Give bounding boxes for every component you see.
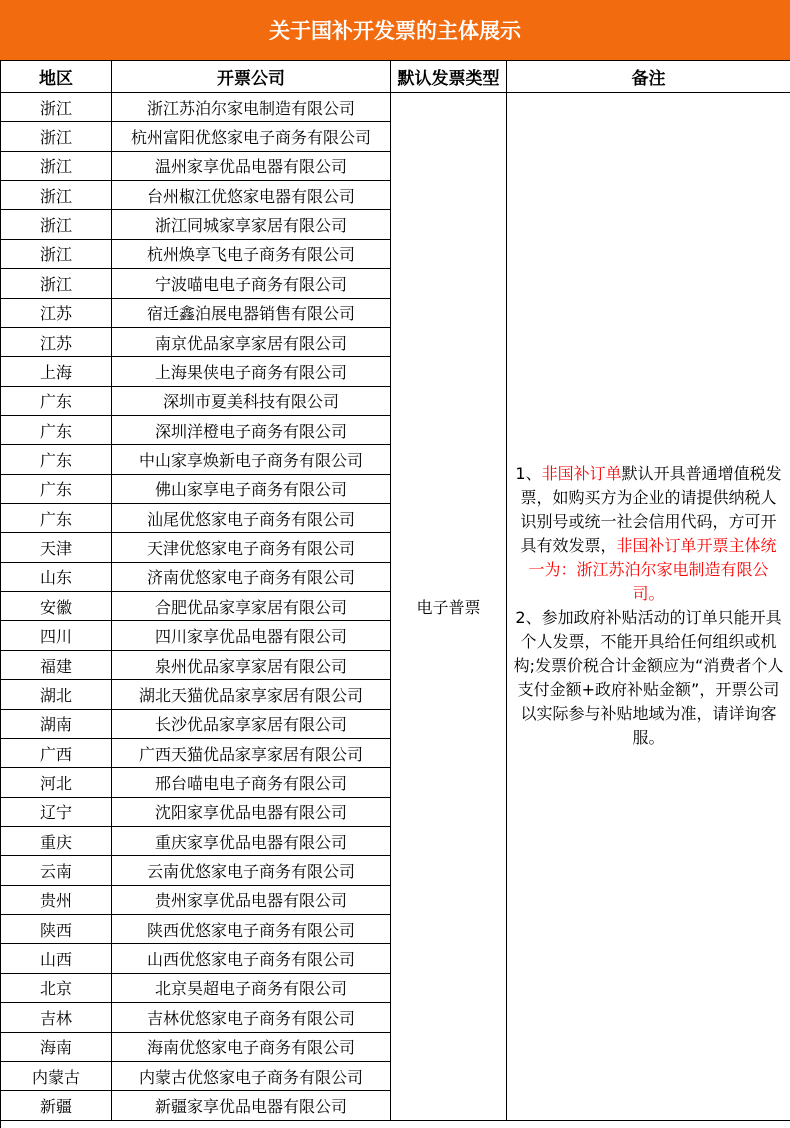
table-cell-company: 杭州焕享飞电子商务有限公司	[112, 240, 391, 269]
table-cell-region: 浙江	[1, 181, 112, 210]
header-region: 地区	[1, 61, 112, 93]
table-cell-region: 天津	[1, 533, 112, 562]
table-cell-company: 南京优品家享家居有限公司	[112, 328, 391, 357]
table-cell-company: 温州家享优品电器有限公司	[112, 152, 391, 181]
table-cell-region: 广东	[1, 416, 112, 445]
table-cell-company: 新疆家享优品电器有限公司	[112, 1091, 391, 1120]
table-cell-company: 浙江同城家享家居有限公司	[112, 210, 391, 239]
table-cell-region: 河北	[1, 768, 112, 797]
table-cell-region: 贵州	[1, 886, 112, 915]
table-cell-region: 广东	[1, 504, 112, 533]
table-cell-company: 陕西优悠家电子商务有限公司	[112, 915, 391, 944]
table-cell-company: 台州椒江优悠家电器有限公司	[112, 181, 391, 210]
table-cell-company: 合肥优品家享家居有限公司	[112, 592, 391, 621]
table-cell-company: 浙江苏泊尔家电制造有限公司	[112, 93, 391, 122]
table-cell-company: 宁波喵电电子商务有限公司	[112, 269, 391, 298]
note-p1-highlight-order: 非国补订单	[541, 464, 622, 483]
header-company: 开票公司	[112, 61, 391, 93]
table-cell-company: 泉州优品家享家居有限公司	[112, 651, 391, 680]
table-cell-region: 辽宁	[1, 798, 112, 827]
table-cell-region: 广东	[1, 387, 112, 416]
table-cell-company: 济南优悠家电子商务有限公司	[112, 563, 391, 592]
table-cell-company: 山西优悠家电子商务有限公司	[112, 944, 391, 973]
table-cell-company: 深圳洋橙电子商务有限公司	[112, 416, 391, 445]
table-cell-region: 浙江	[1, 122, 112, 151]
table-cell-region: 江苏	[1, 328, 112, 357]
note-p2-text: 2、参加政府补贴活动的订单只能开具个人发票，不能开具给任何组织或机构;发票价税合计金额应为“消费者个人支付金额+政府补贴金额”，开票公司以实际参与补贴地域为准，请详询客服。	[513, 608, 784, 747]
table-cell-region: 湖南	[1, 710, 112, 739]
table-cell-region: 浙江	[1, 210, 112, 239]
table-cell-company: 深圳市夏美科技有限公司	[112, 387, 391, 416]
note-p1-highlight-entity: 非国补订单开票主体统一为：浙江苏泊尔家电制造有限公司。	[528, 536, 777, 603]
table-cell-region: 广东	[1, 445, 112, 474]
note-cell	[507, 93, 790, 1121]
table-cell-company: 宿迁鑫泊展电器销售有限公司	[112, 299, 391, 328]
table-cell-region: 海南	[1, 1033, 112, 1062]
table-cell-region: 湖北	[1, 680, 112, 709]
page-title: 关于国补开发票的主体展示	[0, 0, 790, 60]
table-cell-company: 吉林优悠家电子商务有限公司	[112, 1003, 391, 1032]
table-cell-region: 新疆	[1, 1091, 112, 1120]
table-cell-company: 海南优悠家电子商务有限公司	[112, 1033, 391, 1062]
table-cell-company: 天津优悠家电子商务有限公司	[112, 533, 391, 562]
table-cell-region: 浙江	[1, 152, 112, 181]
table-cell-region: 重庆	[1, 827, 112, 856]
table-cell-region: 浙江	[1, 240, 112, 269]
table-cell-company: 北京昊超电子商务有限公司	[112, 974, 391, 1003]
table-cell-company: 上海果侠电子商务有限公司	[112, 357, 391, 386]
table-cell-company: 佛山家享电子商务有限公司	[112, 475, 391, 504]
table-cell-region: 浙江	[1, 93, 112, 122]
table-cell-company: 广西天猫优品家享家居有限公司	[112, 739, 391, 768]
table-cell-company: 湖北天猫优品家享家居有限公司	[112, 680, 391, 709]
table-cell-region: 上海	[1, 357, 112, 386]
table-cell-region: 安徽	[1, 592, 112, 621]
table-cell-company: 内蒙古优悠家电子商务有限公司	[112, 1062, 391, 1091]
table-cell-region: 云南	[1, 856, 112, 885]
table-cell-region: 北京	[1, 974, 112, 1003]
table-cell-region: 吉林	[1, 1003, 112, 1032]
invoice-type-value: 电子普票	[391, 93, 507, 1121]
header-note: 备注	[507, 61, 790, 93]
header-invoice-type: 默认发票类型	[391, 61, 507, 93]
table-cell-company: 汕尾优悠家电子商务有限公司	[112, 504, 391, 533]
table-cell-region: 陕西	[1, 915, 112, 944]
table-cell-region: 广西	[1, 739, 112, 768]
table-cell-company: 邢台喵电电子商务有限公司	[112, 768, 391, 797]
table-cell-region: 山西	[1, 944, 112, 973]
table-cell-region: 福建	[1, 651, 112, 680]
table-cell-company: 云南优悠家电子商务有限公司	[112, 856, 391, 885]
table-cell-region: 四川	[1, 621, 112, 650]
table-cell-region: 江苏	[1, 299, 112, 328]
table-cell-company: 四川家享优品电器有限公司	[112, 621, 391, 650]
table-cell-company: 重庆家享优品电器有限公司	[112, 827, 391, 856]
table-cell-region: 广东	[1, 475, 112, 504]
note-p1-prefix: 1、	[515, 464, 542, 483]
table-cell-region: 山东	[1, 563, 112, 592]
table-cell-region: 内蒙古	[1, 1062, 112, 1091]
table-cell-company: 沈阳家享优品电器有限公司	[112, 798, 391, 827]
table-cell-company: 杭州富阳优悠家电子商务有限公司	[112, 122, 391, 151]
table-cell-company: 中山家享焕新电子商务有限公司	[112, 445, 391, 474]
table-cell-region: 浙江	[1, 269, 112, 298]
table-cell-company: 长沙优品家享家居有限公司	[112, 710, 391, 739]
invoice-entity-table	[0, 60, 790, 1128]
table-cell-company: 贵州家享优品电器有限公司	[112, 886, 391, 915]
note-p1-text: 默认开具普通增值税发票，如购买方为企业的请提供纳税人识别号或统一社会信用代码，方可开具有效发票，	[520, 464, 782, 555]
